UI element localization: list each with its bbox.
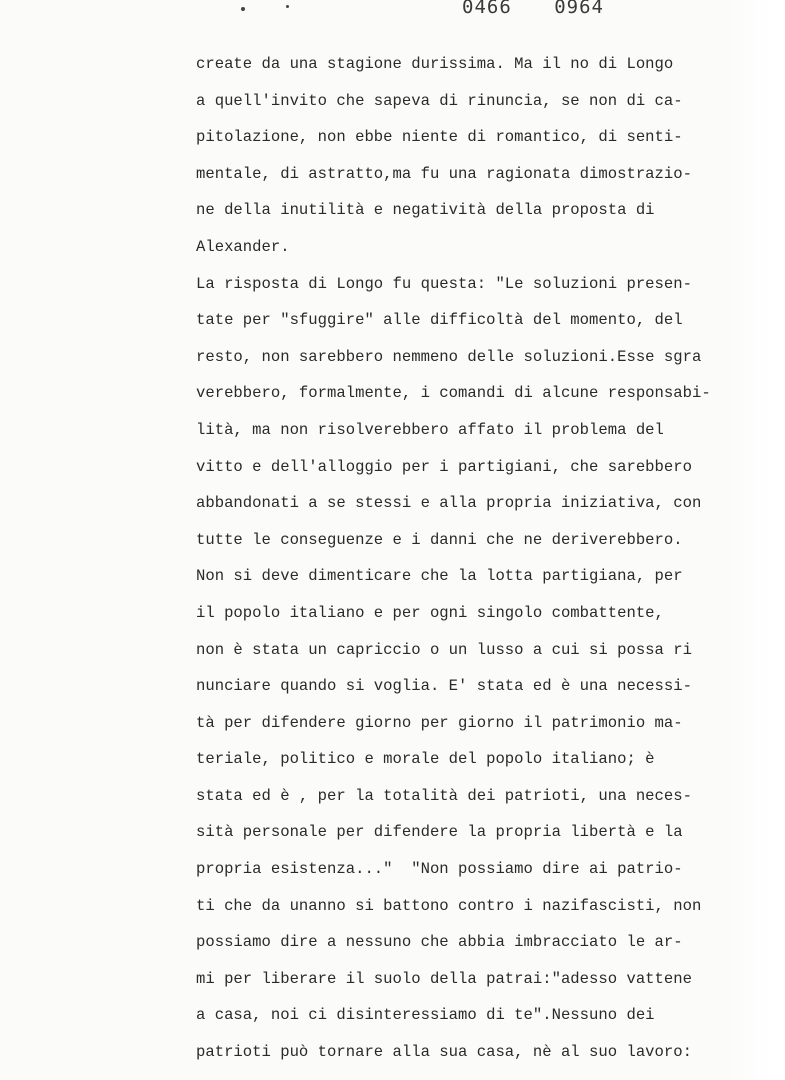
text-line: verebbero, formalmente, i comandi di alcune responsabi- (196, 384, 711, 403)
text-line: pitolazione, non ebbe niente di romantico, di senti- (196, 128, 683, 147)
text-line: La risposta di Longo fu questa: "Le soluzioni presen- (196, 274, 692, 293)
page-edge (725, 0, 785, 1080)
text-line: tà per difendere giorno per giorno il patrimonio ma- (196, 713, 683, 732)
text-line: patrioti può tornare alla sua casa, nè al suo lavoro: (196, 1043, 692, 1062)
text-line: resto, non sarebbero nemmeno delle soluzioni.Esse sgra (196, 347, 702, 366)
text-line: non è stata un capriccio o un lusso a cui si possa ri (196, 640, 692, 659)
archive-number-secondary: 0964 (554, 0, 604, 18)
typewritten-text (196, 46, 716, 1071)
text-line: mentale, di astratto,ma fu una ragionata dimostrazio- (196, 164, 692, 183)
text-line: Alexander. (196, 237, 290, 256)
text-line: abbandonati a se stessi e alla propria iniziativa, con (196, 494, 702, 513)
text-line: tate per "sfuggire" alle difficoltà del momento, del (196, 311, 683, 330)
text-line: create da una stagione durissima. Ma il no di Longo (196, 55, 674, 73)
text-line: tutte le conseguenze e i danni che ne deriverebbero. (196, 530, 683, 549)
text-line: sità personale per difendere la propria libertà e la (196, 823, 683, 842)
ink-dot-mark (286, 5, 289, 8)
archive-number-primary: 0466 (462, 0, 512, 18)
text-line: mi per liberare il suolo della patrai:"adesso vattene (196, 969, 692, 988)
text-line: ti che da unanno si battono contro i nazifascisti, non (196, 896, 702, 915)
text-line: a casa, noi ci disinteressiamo di te".Nessuno dei (196, 1006, 655, 1025)
text-line: a quell'invito che sapeva di rinuncia, se non di ca- (196, 91, 683, 110)
text-line: ne della inutilità e negatività della proposta di (196, 201, 655, 220)
text-line: lità, ma non risolverebbero affato il problema del (196, 420, 664, 439)
ink-dot-mark (241, 7, 245, 11)
text-line: Non si deve dimenticare che la lotta partigiana, per (196, 567, 683, 586)
text-line: il popolo italiano e per ogni singolo combattente, (196, 603, 664, 622)
text-line: stata ed è , per la totalità dei patrioti, una neces- (196, 786, 692, 805)
text-line: teriale, politico e morale del popolo italiano; è (196, 750, 655, 769)
text-line: possiamo dire a nessuno che abbia imbracciato le ar- (196, 933, 683, 952)
archive-stamp-numbers (462, 0, 604, 18)
text-line: nunciare quando si voglia. E' stata ed è una necessi- (196, 677, 692, 696)
text-line: vitto e dell'alloggio per i partigiani, che sarebbero (196, 457, 692, 476)
text-line: propria esistenza..." "Non possiamo dire ai patrio- (196, 860, 683, 879)
